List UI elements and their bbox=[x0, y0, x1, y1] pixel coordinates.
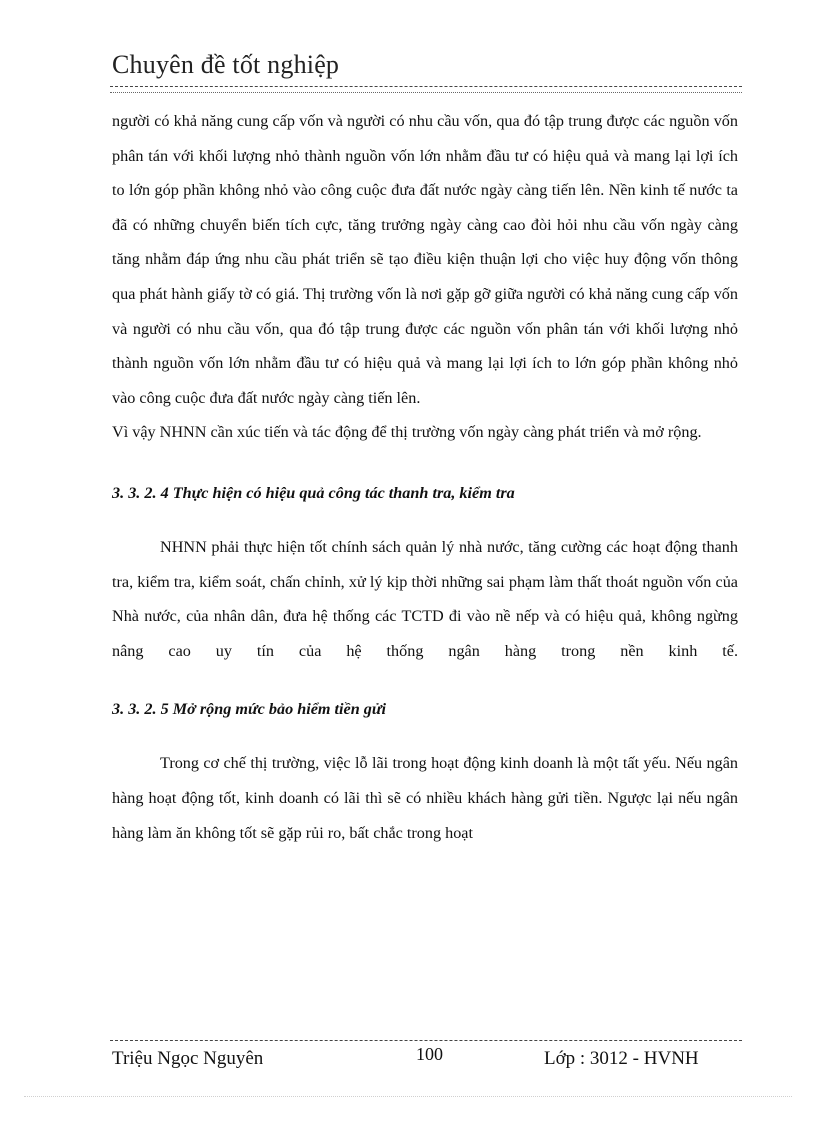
body-paragraph-3: NHNN phải thực hiện tốt chính sách quản lý nhà nước, tăng cường các hoạt động thanh tra, kiểm tra, kiểm soát, chấn chỉnh, xử lý kịp thời những sai phạm làm thất thoát nguồn vốn của Nhà nước, của nhân dân, đưa hệ thống các TCTD đi vào nề nếp và có hiệu quả, không ngừng nâng cao uy tín của hệ thống ngân hàng trong nền kinh tế. bbox=[112, 537, 738, 660]
footer-author: Triệu Ngọc Nguyên bbox=[112, 1048, 264, 1069]
page-number: 100 bbox=[416, 1044, 443, 1064]
body-paragraph-2: Vì vậy NHNN cần xúc tiến và tác động để thị trường vốn ngày càng phát triển và mở rộng. bbox=[112, 423, 702, 442]
footer-class-label: Lớp : 3012 - HVNH bbox=[544, 1048, 699, 1069]
page-bottom-edge bbox=[24, 1096, 792, 1097]
section-heading-3-3-2-4: 3. 3. 2. 4 Thực hiện có hiệu quả công tác thanh tra, kiểm tra bbox=[112, 483, 515, 502]
body-paragraph-1: người có khả năng cung cấp vốn và người có nhu cầu vốn, qua đó tập trung được các nguồn vốn phân tán với khối lượng nhỏ thành nguồn vốn lớn nhằm đầu tư có hiệu quả và mang lại lợi ích to lớn góp phần không nhỏ vào công cuộc đưa đất nước ngày càng tiến lên. Nền kinh tế nước ta đã có những chuyển biến tích cực, tăng trưởng ngày càng cao đòi hỏi nhu cầu vốn ngày càng tăng nhằm đáp ứng nhu cầu phát triển sẽ tạo điều kiện thuận lợi cho việc huy động vốn thông qua phát hành giấy tờ có giá. Thị trường vốn là nơi gặp gỡ giữa người có khả năng cung cấp vốn và người có nhu cầu vốn, qua đó tập trung được các nguồn vốn phân tán với khối lượng nhỏ thành nguồn vốn lớn nhằm đầu tư có hiệu quả và mang lại lợi ích to lớn góp phần không nhỏ vào công cuộc đưa đất nước ngày càng tiến lên. bbox=[112, 112, 738, 407]
spacer bbox=[112, 510, 738, 530]
spacer bbox=[112, 726, 738, 746]
spacer bbox=[112, 450, 738, 476]
header-divider bbox=[110, 86, 742, 87]
header-divider-secondary bbox=[110, 92, 742, 93]
body-paragraph-4: Trong cơ chế thị trường, việc lỗ lãi trong hoạt động kinh doanh là một tất yếu. Nếu ngân hàng hoạt động tốt, kinh doanh có lãi thì sẽ có nhiều khách hàng gửi tiền. Ngược lại nếu ngân hàng làm ăn không tốt sẽ gặp rủi ro, bất chắc trong hoạt bbox=[112, 754, 738, 842]
document-body bbox=[112, 104, 738, 850]
page-header-title: Chuyên đề tốt nghiệp bbox=[112, 50, 340, 79]
footer-divider bbox=[110, 1040, 742, 1041]
spacer bbox=[112, 668, 738, 692]
section-heading-3-3-2-5: 3. 3. 2. 5 Mở rộng mức bảo hiểm tiền gửi bbox=[112, 700, 387, 719]
